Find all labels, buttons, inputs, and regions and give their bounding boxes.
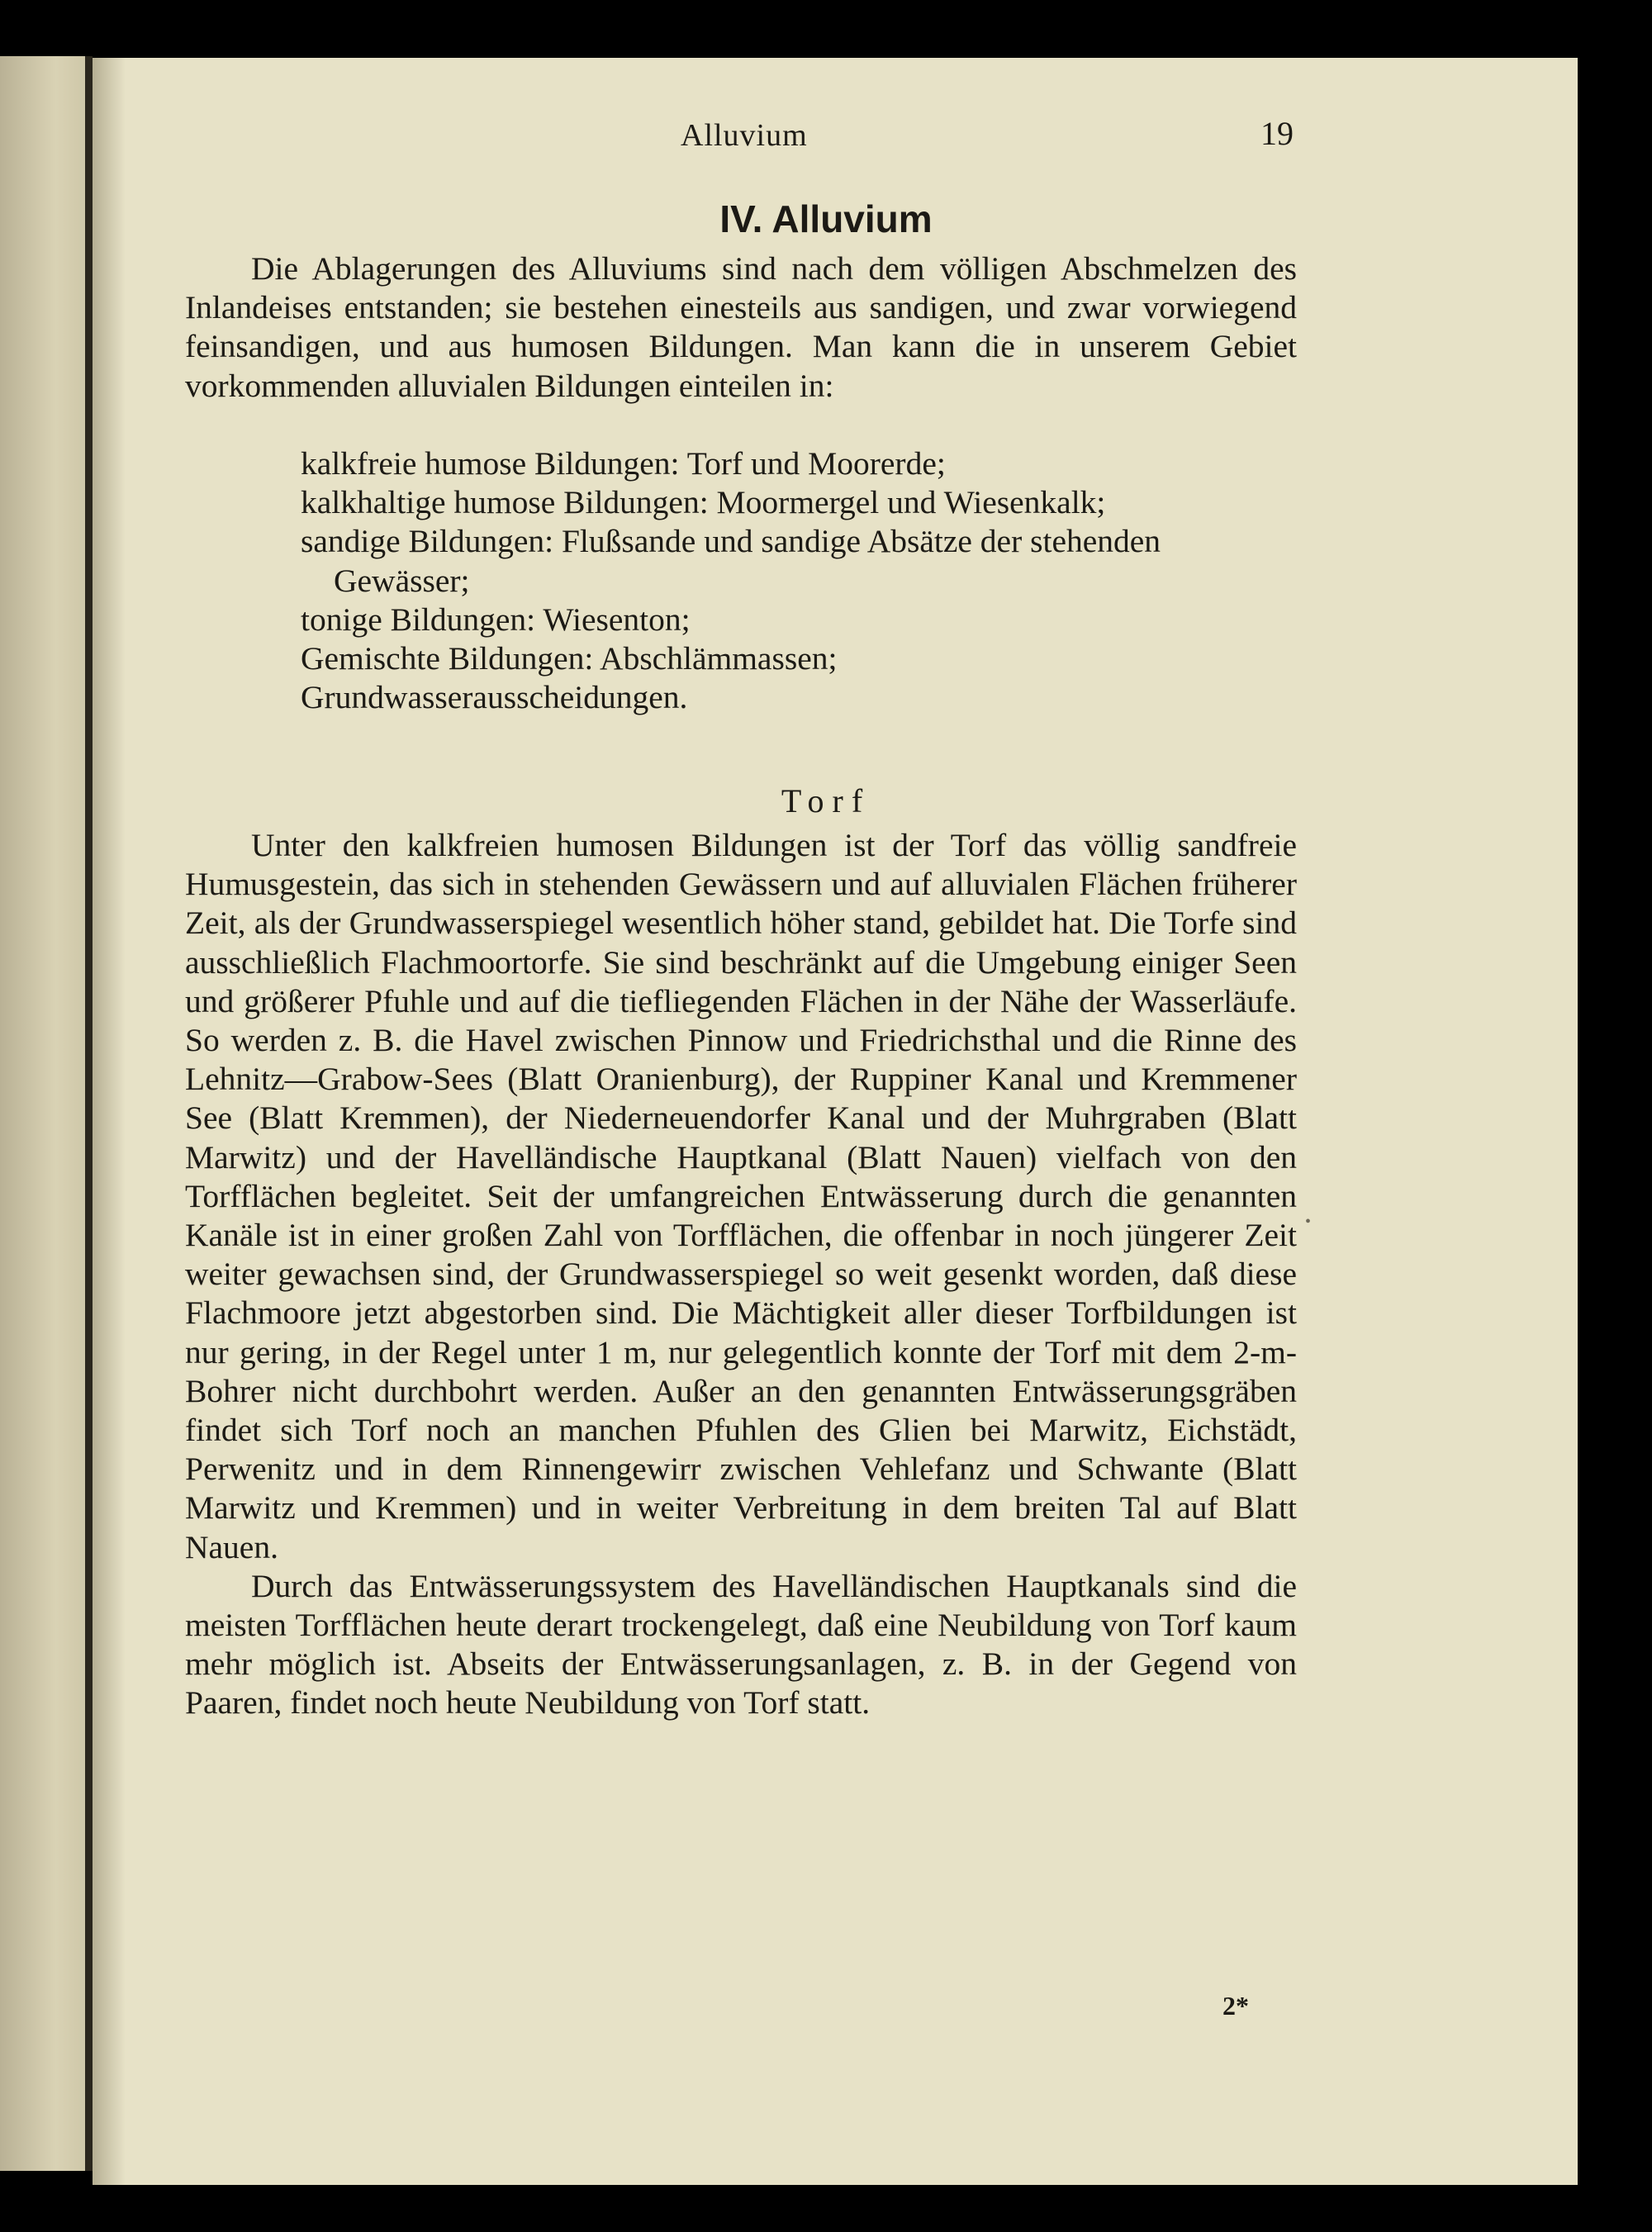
subsection-heading: Torf: [781, 782, 871, 819]
signature-mark: 2*: [1222, 1991, 1249, 2021]
body-paragraph: Durch das Entwässerungssystem des Havelländischen Hauptkanals sind die meisten Torfflächen heute derart trockengelegt, daß eine Neubildung von Torf kaum mehr möglich ist. Abseits der Entwässerungsanlagen, z. B. in der Gegend von Paaren, findet noch heute Neubildung von Torf statt.: [185, 1567, 1297, 1721]
intro-paragraph: Die Ablagerungen des Alluviums sind nach dem völligen Abschmelzen des Inlandeises entstanden; sie bestehen einesteils aus sandigen, und zwar vorwiegend feinsandigen, und aus humosen Bildungen. Man kann die in unserem Gebiet vorkommenden alluvialen Bildungen einteilen in:: [185, 250, 1297, 404]
list-item: tonige Bildungen: Wiesenton;: [301, 601, 691, 638]
classification-list: [301, 444, 1297, 717]
running-header: [661, 117, 1322, 167]
torf-text-block: [185, 826, 1297, 1723]
list-item: Gemischte Bildungen: Abschlämmassen;: [301, 640, 838, 677]
list-item: kalkhaltige humose Bildungen: Moormergel und Wiesenkalk;: [301, 484, 1106, 521]
list-item: sandige Bildungen: Flußsande und sandige Absätze der stehenden Gewässer;: [301, 523, 1161, 599]
binding-gutter: [85, 56, 93, 2171]
paper-speck: •: [1305, 1213, 1312, 1231]
list-item: kalkfreie humose Bildungen: Torf und Moorerde;: [301, 445, 946, 482]
intro-paragraph-block: [185, 249, 1297, 406]
previous-page-edge: [0, 56, 93, 2171]
list-item: Grundwasserausscheidungen.: [301, 679, 688, 716]
running-title: Alluvium: [681, 118, 808, 153]
page-number: 19: [1260, 115, 1294, 152]
section-title: IV. Alluvium: [719, 197, 933, 240]
body-paragraph: Unter den kalkfreien humosen Bildungen ist der Torf das völlig sandfreie Humusgestein, das sich in stehenden Gewässern und auf alluvialen Flächen früherer Zeit, als der Grundwasserspiegel wesentlich höher stand, gebildet hat. Die Torfe sind ausschließlich Flachmoortorfe. Sie sind beschränkt auf die Umgebung einiger Seen und größerer Pfuhle und auf die tiefliegenden Flächen in der Nähe der Wasserläufe. So werden z. B. die Havel zwischen Pinnow und Friedrichsthal und die Rinne des Lehnitz—Grabow-Sees (Blatt Oranienburg), der Ruppiner Kanal und Kremmener See (Blatt Kremmen), der Niederneuendorfer Kanal und der Muhrgraben (Blatt Marwitz) und der Havelländische Hauptkanal (Blatt Nauen) vielfach von den Torfflächen begleitet. Seit der umfangreichen Entwässerung durch die genannten Kanäle ist in einer großen Zahl von Torfflächen, die offenbar in noch jüngerer Zeit weiter gewachsen sind, der Grundwasserspiegel so weit gesenkt worden, daß diese Flachmoore jetzt abgestorben sind. Die Mächtigkeit aller dieser Torfbildungen ist nur gering, in der Regel unter 1 m, nur gelegentlich konnte der Torf mit dem 2-m-Bohrer nicht durchbohrt werden. Außer an den genannten Entwässerungsgräben findet sich Torf noch an manchen Pfuhlen des Glien bei Marwitz, Eichstädt, Perwenitz und in dem Rinnengewirr zwischen Vehlefanz und Schwante (Blatt Marwitz und Kremmen) und in weiter Verbreitung in dem breiten Tal auf Blatt Nauen.: [185, 827, 1297, 1565]
